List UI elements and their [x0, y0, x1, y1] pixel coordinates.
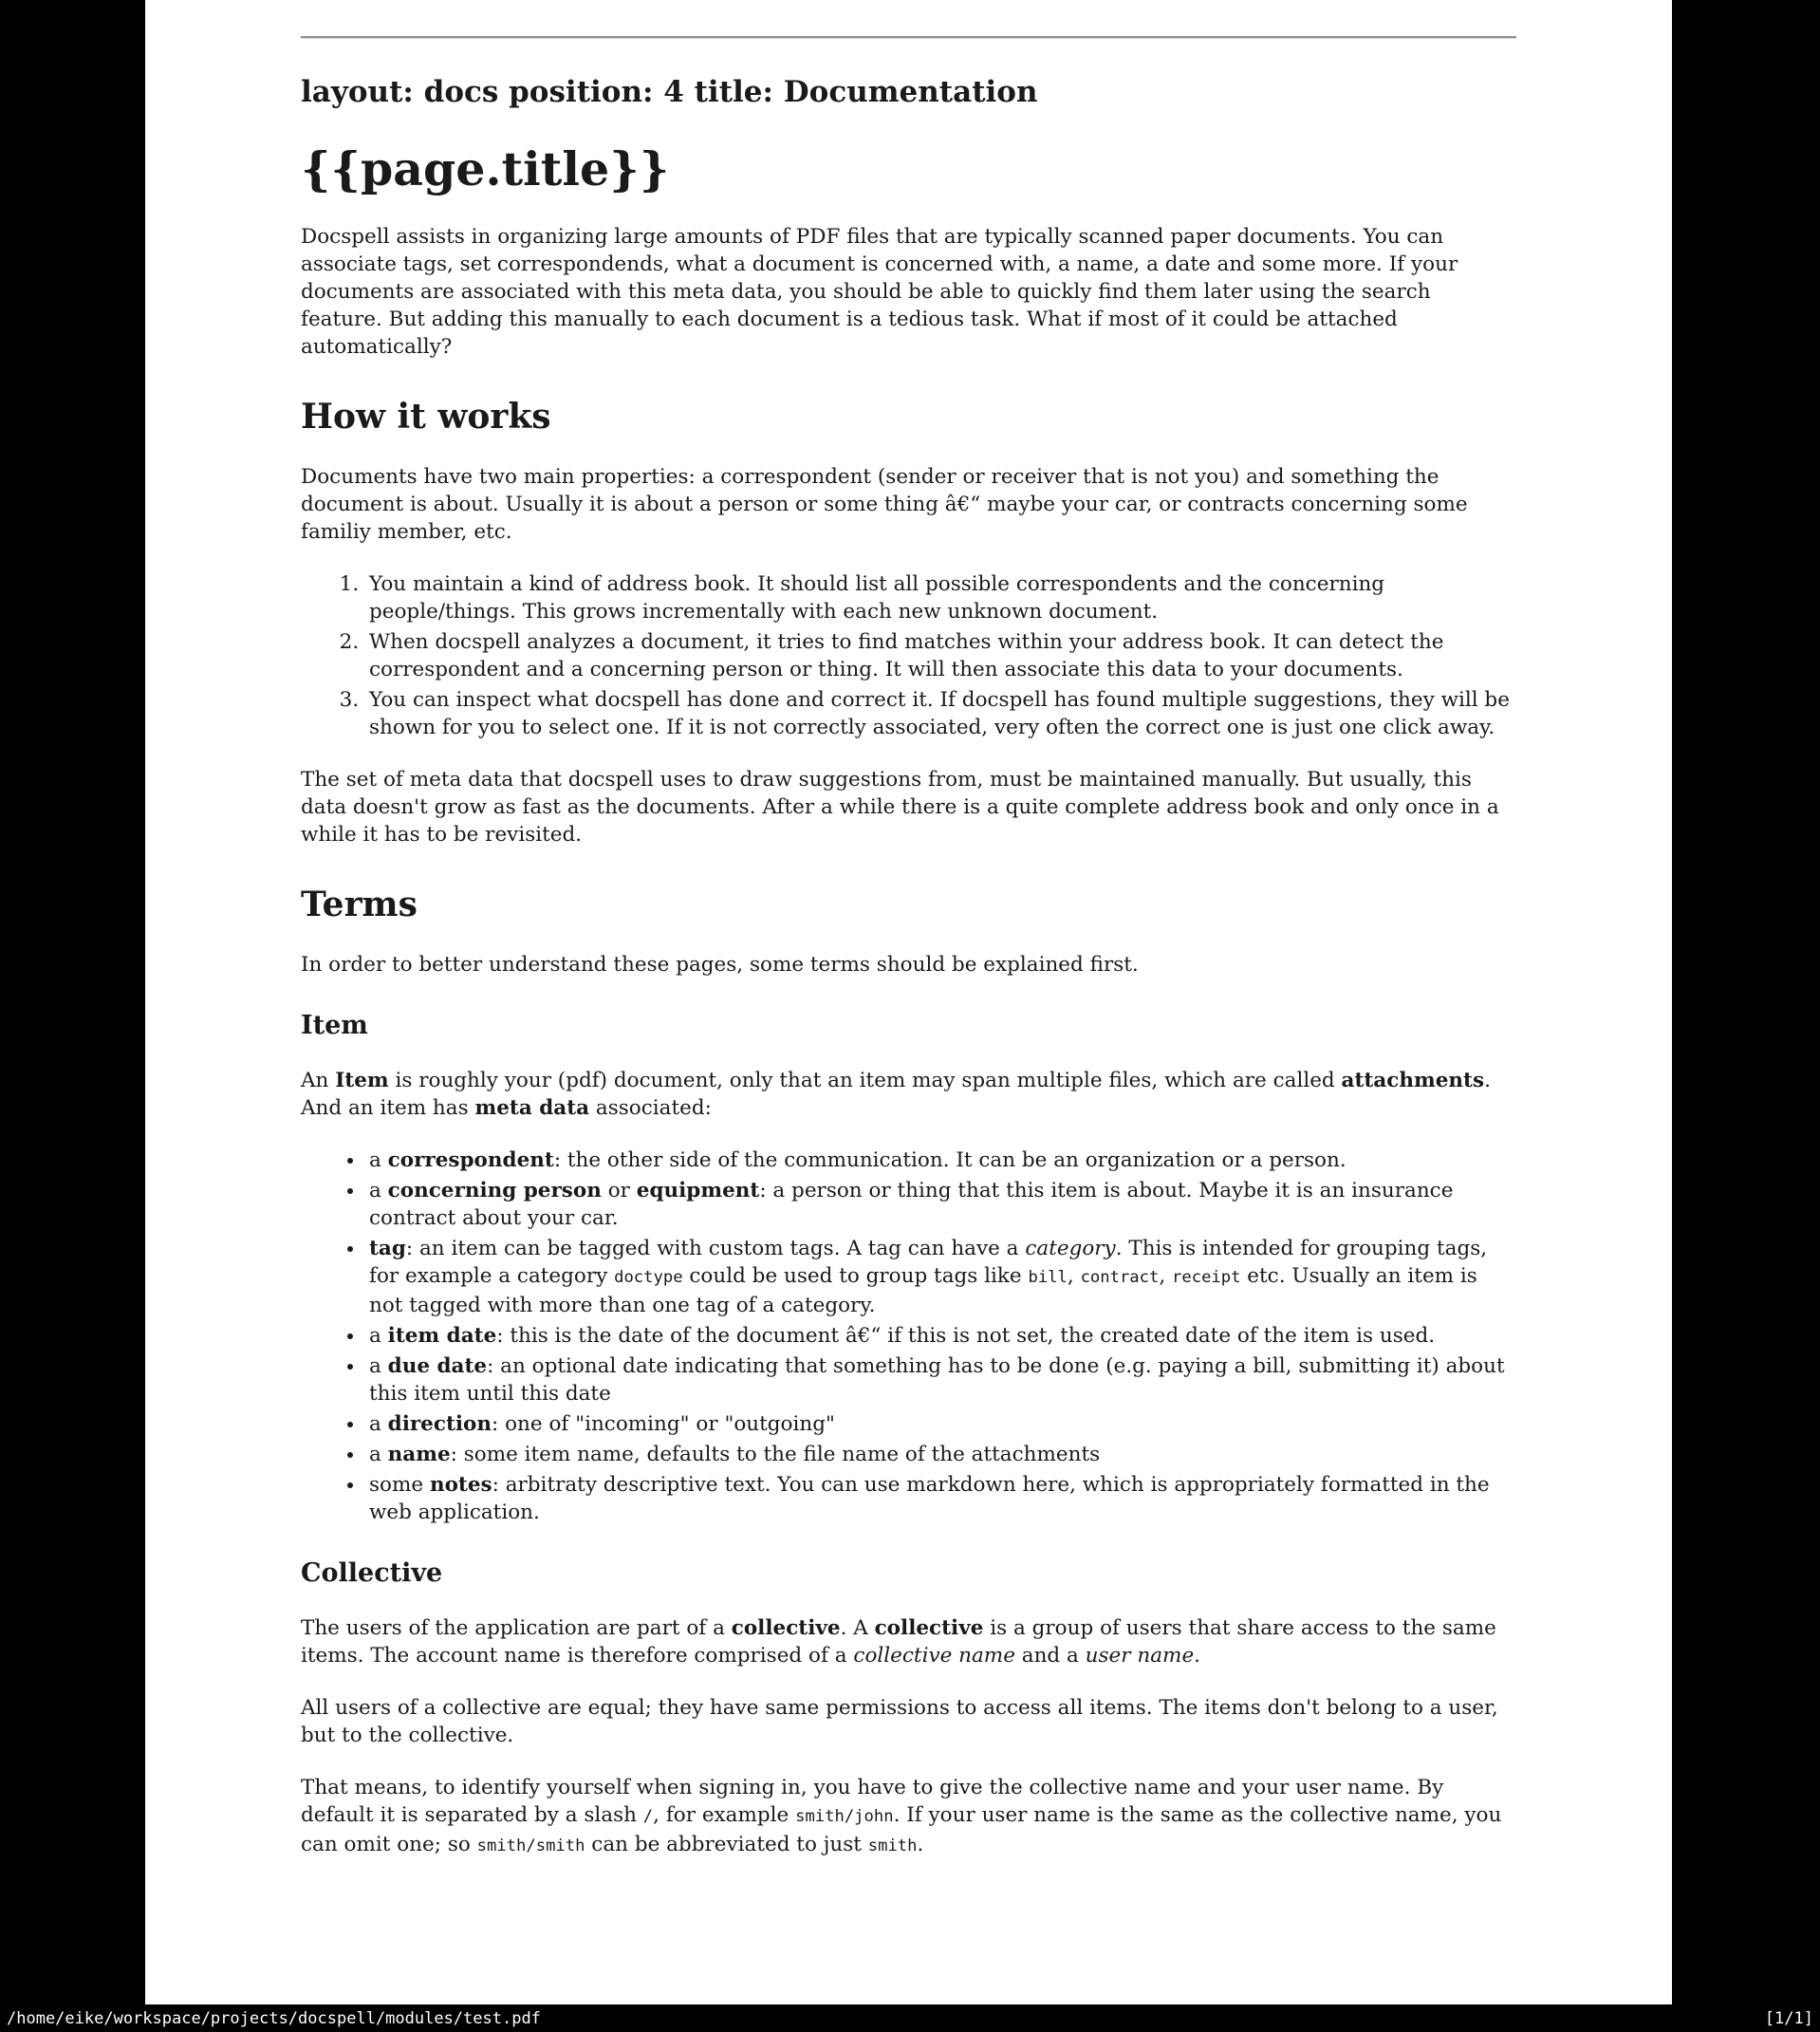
list-item: • a correspondent: the other side of the communication. It can be an organization or a person.: [365, 1146, 1516, 1174]
bold-text: due date: [387, 1354, 488, 1378]
inline-code: doctype: [614, 1268, 683, 1287]
bold-text: tag: [369, 1237, 406, 1260]
section-heading: Terms: [301, 885, 418, 924]
list-item: 2. When docspell analyzes a document, it tries to find matches within your address book. It can detect the correspondent and a concerning person or thing. It will then associate this data to your documents.: [365, 628, 1516, 683]
list-item: • some notes: arbitraty descriptive text. You can use markdown here, which is appropriately formatted in the web application.: [365, 1471, 1516, 1526]
bold-text: correspondent: [387, 1148, 554, 1172]
paragraph: Documents have two main properties: a correspondent (sender or receiver that is not you) and something the document is about. Usually it is about a person or some thing â€“ maybe your car, or contracts concerning some familiy member, etc.: [301, 465, 1468, 544]
bold-text: item date: [387, 1324, 497, 1348]
list-item: • tag: an item can be tagged with custom tags. A tag can have a category. This is intended for grouping tags, for example a category doctype could be used to group tags like bill, contract, receipt etc. Usually an item is not tagged with more than one tag of a category.: [365, 1235, 1516, 1319]
bold-text: equipment: [636, 1179, 760, 1202]
document-page[interactable]: [145, 0, 1672, 2004]
paragraph: An Item is roughly your (pdf) document, only that an item may span multiple files, which are called attachments. And an item has meta data associated:: [301, 1069, 1491, 1120]
list-item: • a due date: an optional date indicating that something has to be done (e.g. paying a bill, submitting it) about this item until this date: [365, 1352, 1516, 1407]
bold-text: concerning person: [387, 1179, 602, 1202]
bold-text: collective: [874, 1616, 984, 1640]
frontmatter-heading: layout: docs position: 4 title: Documentation: [301, 75, 1038, 109]
horizontal-rule: [301, 36, 1516, 39]
statusbar: [0, 2004, 1820, 2032]
bullet-list: [301, 1146, 1516, 1526]
bold-text: meta data: [474, 1096, 590, 1120]
inline-code: smith: [867, 1836, 918, 1855]
bold-text: direction: [387, 1412, 492, 1436]
paragraph: In order to better understand these pages, some terms should be explained first.: [301, 953, 1139, 977]
inline-code: bill: [1028, 1268, 1068, 1287]
inline-code: receipt: [1172, 1268, 1241, 1287]
bold-text: collective: [731, 1616, 841, 1640]
list-item: • a concerning person or equipment: a person or thing that this item is about. Maybe it is an insurance contract about your car.: [365, 1177, 1516, 1232]
bold-text: attachments: [1341, 1069, 1485, 1092]
list-item: • a name: some item name, defaults to the file name of the attachments: [365, 1441, 1516, 1468]
document-content: [301, 36, 1516, 1860]
italic-text: user name: [1085, 1644, 1195, 1668]
page-title: {{page.title}}: [301, 141, 670, 196]
paragraph: All users of a collective are equal; they have same permissions to access all items. The items don't belong to a user, but to the collective.: [301, 1696, 1498, 1747]
bold-text: name: [387, 1443, 451, 1466]
paragraph: The set of meta data that docspell uses to draw suggestions from, must be maintained manually. But usually, this data doesn't grow as fast as the documents. After a while there is a quite complete address book and only once in a while it has to be revisited.: [301, 768, 1499, 847]
list-item: 1. You maintain a kind of address book. It should list all possible correspondents and the concerning people/things. This grows incrementally with each new unknown document.: [365, 570, 1516, 625]
numbered-list: [301, 570, 1516, 741]
bold-text: Item: [335, 1069, 389, 1092]
italic-text: collective name: [853, 1644, 1015, 1668]
list-item: • a item date: this is the date of the document â€“ if this is not set, the created date of the item is used.: [365, 1322, 1516, 1350]
inline-code: smith/smith: [476, 1836, 585, 1855]
statusbar-page-indicator: [1/1]: [1764, 2008, 1813, 2028]
paragraph: Docspell assists in organizing large amounts of PDF files that are typically scanned paper documents. You can associate tags, set correspondends, what a document is concerned with, a name, a date and some more. If your documents are associated with this meta data, you should be able to quickly find them later using the search feature. But adding this manually to each document is a tedious task. What if most of it could be attached automatically?: [301, 225, 1458, 359]
section-heading: How it works: [301, 397, 551, 437]
subsection-heading: Item: [301, 1011, 368, 1040]
inline-code: smith/john: [795, 1807, 894, 1826]
statusbar-file-path: /home/eike/workspace/projects/docspell/modules/test.pdf: [7, 2008, 541, 2028]
list-item: • a direction: one of "incoming" or "outgoing": [365, 1410, 1516, 1438]
inline-code: /: [642, 1807, 654, 1826]
inline-code: contract: [1080, 1268, 1160, 1287]
subsection-heading: Collective: [301, 1558, 443, 1588]
paragraph: The users of the application are part of a collective. A collective is a group of users that share access to the same items. The account name is therefore comprised of a collective name and a user name.: [301, 1616, 1496, 1668]
list-item: 3. You can inspect what docspell has done and correct it. If docspell has found multiple suggestions, they will be shown for you to select one. If it is not correctly associated, very often the correct one is just one click away.: [365, 686, 1516, 741]
paragraph: That means, to identify yourself when signing in, you have to give the collective name and your user name. By default it is separated by a slash /, for example smith/john. If your user name is the same as the collective name, you can omit one; so smith/smith can be abbreviated to just smith.: [301, 1776, 1502, 1856]
bold-text: notes: [429, 1473, 492, 1497]
italic-text: category: [1025, 1237, 1116, 1260]
